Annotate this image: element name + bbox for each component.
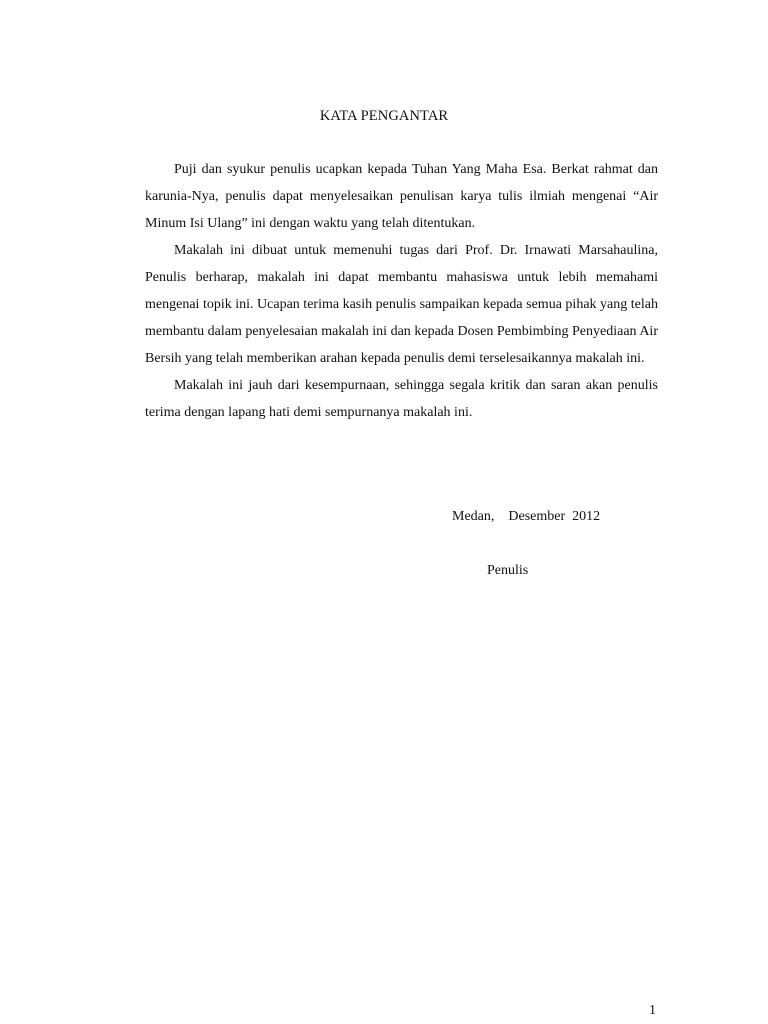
paragraph-gratitude: Puji dan syukur penulis ucapkan kepada Tuhan Yang Maha Esa. Berkat rahmat dan karunia-Nya, penulis dapat menyelesaikan penulisan karya tulis ilmiah mengenai “Air Minum Isi Ulang” ini dengan waktu yang telah ditentukan. bbox=[145, 162, 658, 231]
page-title: KATA PENGANTAR bbox=[319, 108, 449, 124]
document-body bbox=[145, 156, 658, 426]
closing-place-date: Medan, Desember 2012 bbox=[452, 509, 601, 524]
page-number: 1 bbox=[649, 1003, 656, 1018]
paragraph-purpose: Makalah ini dibuat untuk memenuhi tugas dari Prof. Dr. Irnawati Marsahaulina, Penulis berharap, makalah ini dapat membantu mahasiswa untuk lebih memahami mengenai topik ini. Ucapan terima kasih penulis sampaikan kepada semua pihak yang telah membantu dalam penyelesaian makalah ini dan kepada Dosen Pembimbing Penyediaan Air Bersih yang telah memberikan arahan kepada penulis demi terselesaikannya makalah ini. bbox=[145, 243, 658, 366]
closing-author: Penulis bbox=[487, 563, 529, 578]
paragraph-closing-remark: Makalah ini jauh dari kesempurnaan, sehingga segala kritik dan saran akan penulis terima dengan lapang hati demi sempurnanya makalah ini. bbox=[145, 378, 658, 420]
